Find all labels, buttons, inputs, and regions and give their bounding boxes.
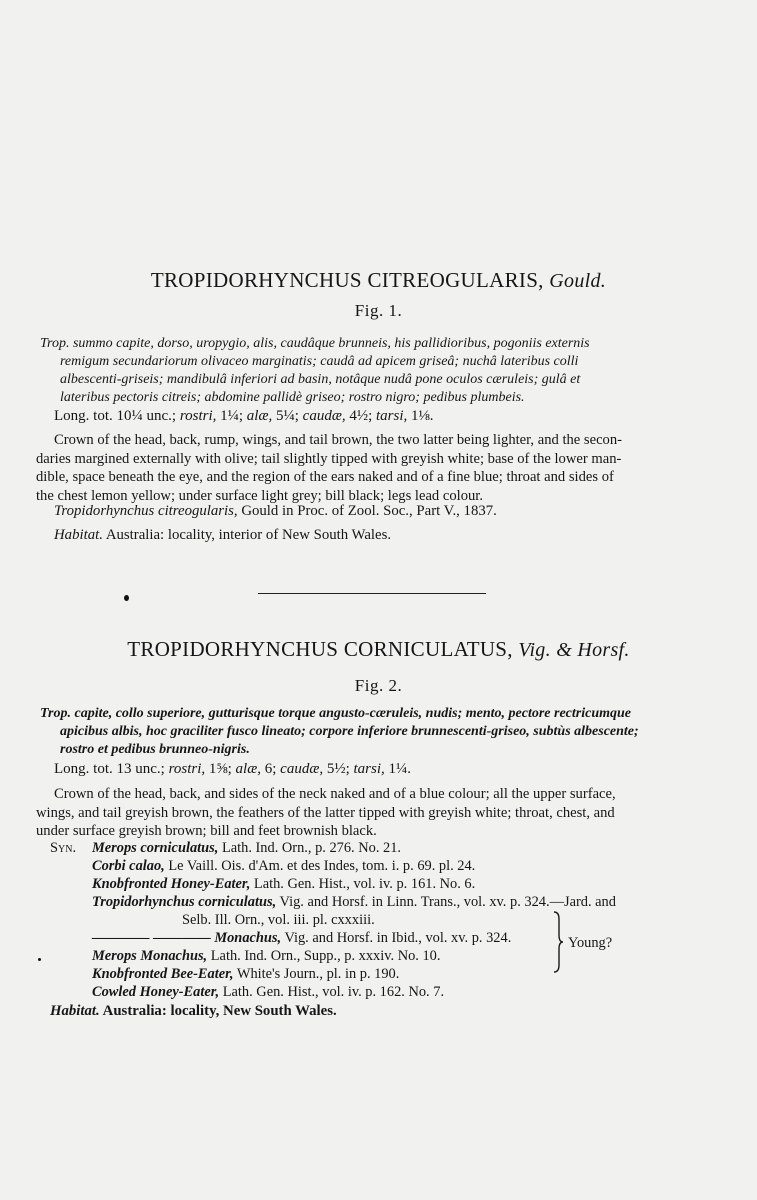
ink-dot: [38, 958, 41, 961]
description-line: Crown of the head, back, and sides of the neck naked and of a blue colour; all the upper surface,: [54, 786, 616, 802]
synonym-text: Le Vaill. Ois. d'Am. et des Indes, tom. i. p. 69. pl. 24.: [168, 858, 476, 874]
habitat-text: Australia: locality, interior of New South Wales.: [105, 527, 392, 543]
species2-author: Vig. & Horsf.: [518, 639, 630, 661]
habitat-label: Habitat.: [54, 527, 103, 543]
species2-fig: Fig. 2.: [354, 676, 403, 695]
species2-latin: [40, 705, 712, 759]
measure-alae-val: 5¼;: [275, 408, 299, 424]
description-line: daries margined externally with olive; tail slightly tipped with greyish white; base of the lower man-: [36, 450, 622, 467]
synonym-text: White's Journ., pl. in p. 190.: [236, 966, 400, 982]
measure-rostri-val: 1⅝;: [208, 761, 232, 777]
curly-brace-icon: [552, 911, 564, 973]
species2-habitat: [50, 1003, 337, 1020]
synonym-entry: [182, 912, 375, 929]
species1-reference: [54, 503, 497, 520]
synonym-text: Lath. Ind. Orn., Supp., p. xxxiv. No. 10.: [210, 948, 441, 964]
synonym-name: Knobfronted Honey-Eater,: [92, 876, 251, 892]
synonym-name: Merops Monachus,: [92, 948, 208, 964]
reference-text: Gould in Proc. of Zool. Soc., Part V., 1837.: [241, 503, 497, 519]
synonym-entry: [92, 894, 616, 911]
synonym-name: Corbi calao,: [92, 858, 165, 874]
reference-name: Tropidorhynchus citreogularis,: [54, 503, 238, 519]
synonym-text: Selb. Ill. Orn., vol. iii. pl. cxxxiii.: [182, 912, 375, 928]
latin-line: lateribus pectoris citreis; abdomine pallidè griseo; rostro nigro; pedibus plumbeis.: [60, 390, 525, 405]
species2-description: [36, 785, 708, 841]
description-line: Crown of the head, back, rump, wings, and tail brown, the two latter being lighter, and the secon-: [54, 432, 623, 448]
description-line: dible, space beneath the eye, and the region of the ears naked and of a fine blue; throat and sides of: [36, 469, 614, 485]
synonym-name: Tropidorhynchus corniculatus,: [92, 894, 277, 910]
synonym-text: Lath. Gen. Hist., vol. iv. p. 161. No. 6.: [253, 876, 476, 892]
measure-alae-val: 6;: [264, 761, 277, 777]
ink-dot: [124, 595, 129, 601]
synonym-text: Vig. and Horsf. in Linn. Trans., vol. xv. p. 324.—Jard. and: [279, 894, 616, 910]
measure-label: Long. tot. 10¼ unc.;: [54, 408, 177, 424]
measure-alae: alæ,: [235, 761, 261, 777]
measure-rostri: rostri,: [168, 761, 206, 777]
synonym-entry: [92, 966, 399, 983]
measure-caudae-val: 5½;: [326, 761, 350, 777]
synonym-text: Vig. and Horsf. in Ibid., vol. xv. p. 324.: [284, 930, 512, 946]
measure-rostri-val: 1¼;: [220, 408, 244, 424]
latin-line: albescenti-griseis; mandibulâ inferiori ad basin, notâque nudâ pone oculos cæruleis; gulâ et: [60, 372, 581, 387]
description-line: under surface greyish brown; bill and feet brownish black.: [36, 823, 377, 839]
latin-line: remigum secundariorum olivaceo marginatis; caudâ ad apicem griseâ; nuchâ lateribus colli: [60, 354, 579, 369]
synonym-entry: [92, 984, 444, 1001]
synonym-entry: [92, 876, 475, 893]
measure-caudae-val: 4½;: [349, 408, 373, 424]
habitat-text: Australia: locality, New South Wales.: [102, 1003, 337, 1019]
synonym-text: Lath. Ind. Orn., p. 276. No. 21.: [221, 840, 402, 856]
species1-title: [0, 268, 757, 293]
habitat-label: Habitat.: [50, 1003, 100, 1019]
latin-line: Trop. capite, collo superiore, gutturisque torque angusto-cæruleis, nudis; mento, pectore rectricumque: [40, 706, 632, 721]
synonym-name: Cowled Honey-Eater,: [92, 984, 220, 1000]
measure-alae: alæ,: [246, 408, 273, 424]
measure-tarsi-val: 1⅛.: [411, 408, 434, 424]
measure-rostri: rostri,: [179, 408, 217, 424]
species1-measurements: [54, 408, 434, 425]
species1-fig: Fig. 1.: [354, 301, 403, 320]
synonym-entry: [92, 858, 475, 875]
latin-line: rostro et pedibus brunneo-nigris.: [60, 742, 250, 757]
measure-tarsi: tarsi,: [353, 761, 385, 777]
species2-name: TROPIDORHYNCHUS CORNICULATUS,: [127, 637, 513, 661]
species1-name: TROPIDORHYNCHUS CITREOGULARIS,: [150, 268, 544, 292]
section-divider: [258, 593, 486, 594]
description-line: wings, and tail greyish brown, the feathers of the latter tipped with greyish white; throat, chest, and: [36, 804, 615, 821]
synonym-entry: [92, 948, 440, 965]
measure-tarsi-val: 1¼.: [388, 761, 412, 777]
description-line: the chest lemon yellow; under surface light grey; bill black; legs lead colour.: [36, 487, 484, 504]
synonym-name: ———— ———— Monachus,: [92, 930, 282, 946]
synonymy-label: Syn.: [50, 840, 77, 856]
species2-title: [0, 637, 757, 662]
species1-description: [36, 431, 708, 505]
synonym-name: Knobfronted Bee-Eater,: [92, 966, 234, 982]
species2-measurements: [54, 761, 411, 778]
species1-author: Gould.: [549, 270, 607, 292]
species1-habitat: [54, 527, 391, 544]
latin-line: apicibus albis, hoc graciliter fusco lineato; corpore inferiore brunnescenti-griseo, subtùs albescente;: [60, 724, 639, 739]
latin-line: Trop. summo capite, dorso, uropygio, alis, caudâque brunneis, his pallidioribus, pogoniis externis: [40, 336, 590, 351]
measure-caudae: caudæ,: [280, 761, 324, 777]
young-label: Young?: [568, 935, 613, 951]
measure-caudae: caudæ,: [302, 408, 346, 424]
synonym-text: Lath. Gen. Hist., vol. iv. p. 162. No. 7.: [222, 984, 445, 1000]
species1-latin: [40, 335, 712, 407]
synonym-name: Merops corniculatus,: [92, 840, 219, 856]
synonym-entry: [92, 840, 401, 857]
measure-tarsi: tarsi,: [376, 408, 408, 424]
synonym-entry: [92, 930, 511, 947]
measure-label: Long. tot. 13 unc.;: [54, 761, 165, 777]
